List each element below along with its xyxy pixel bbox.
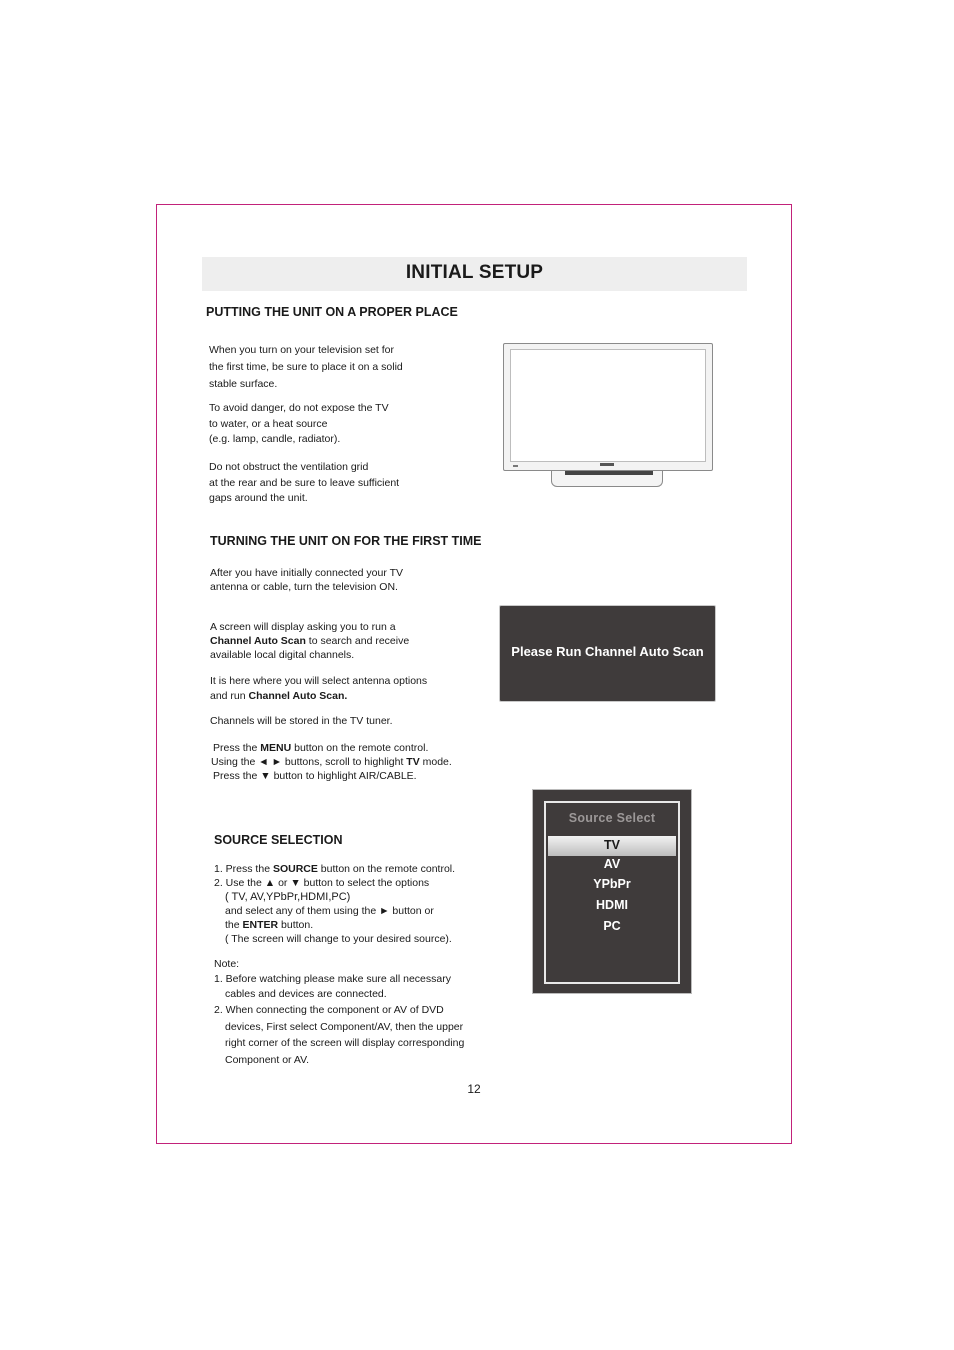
section-heading-placement: PUTTING THE UNIT ON A PROPER PLACE [206,305,458,319]
text-line: To avoid danger, do not expose the TV [209,402,389,414]
text-line: Using the ◄ ► buttons, scroll to highlight [211,756,407,768]
enter-button-term: ENTER [242,919,279,931]
tv-mode-term: TV [406,756,420,768]
channel-auto-scan-term: Channel Auto Scan. [248,690,348,702]
text-line: button on the remote control. [317,863,456,875]
source-option-pc[interactable]: PC [603,919,621,933]
text-line: and select any of them using the ► button or [225,905,434,917]
source-button-term: SOURCE [272,863,318,875]
text-line: ( TV, AV,YPbPr,HDMI,PC) [225,891,351,903]
text-line: gaps around the unit. [209,492,308,504]
placement-paragraph-1 [209,342,403,393]
text-line: available local digital channels. [210,649,355,661]
channel-scan-message: Please Run Channel Auto Scan [511,644,704,659]
text-line: devices, First select Component/AV, then the upper [225,1020,464,1033]
page-title: INITIAL SETUP [405,262,544,283]
source-select-screen [532,789,692,994]
text-line: right corner of the screen will display corresponding [225,1037,465,1049]
source-option-ypbpr[interactable]: YPbPr [593,877,631,891]
text-line: cables and devices are connected. [225,988,387,1000]
section-heading-first-time: TURNING THE UNIT ON FOR THE FIRST TIME [210,534,482,548]
text-line: at the rear and be sure to leave sufficient [209,476,400,489]
text-line: Press the ▼ button to highlight AIR/CABLE. [213,770,417,782]
text-line: 1. Before watching please make sure all necessary [214,973,451,985]
tv-logo [600,463,614,466]
first-time-paragraph-4: Channels will be stored in the TV tuner. [210,715,393,727]
tv-screen [510,349,706,462]
first-time-paragraph-2 [210,620,409,662]
text-line: 2. Use the ▲ or ▼ button to select the options [214,877,430,889]
text-line: 2. When connecting the component or AV of DVD [214,1004,444,1016]
source-option-tv[interactable]: TV [604,838,620,852]
menu-button-term: MENU [260,742,292,754]
text-line: When you turn on your television set for [209,344,395,356]
section-heading-source: SOURCE SELECTION [214,833,343,847]
text-line: Press the [213,742,261,754]
notes [214,957,451,1002]
text-line: stable surface. [209,378,278,390]
text-line: Do not obstruct the ventilation grid [209,461,369,473]
tv-frame [503,343,713,471]
text-line: to water, or a heat source [209,417,328,430]
page-number: 12 [467,1082,481,1096]
source-option-av[interactable]: AV [603,857,621,871]
text-line: It is here where you will select antenna options [210,675,428,687]
tv-power-led [513,465,518,467]
text-line: A screen will display asking you to run a [210,621,396,633]
text-line: mode. [419,756,452,768]
source-steps [214,862,455,946]
source-select-menu [544,801,680,984]
tv-illustration [503,343,715,491]
text-line: and run [210,690,249,702]
text-line: to search and receive [305,635,410,647]
placement-paragraph-3 [209,460,399,507]
text-line: After you have initially connected your TV [210,567,403,579]
first-time-paragraph-3 [210,674,427,704]
text-line: 1. Press the [214,863,273,875]
text-line: the [225,919,243,931]
text-line: Component or AV. [225,1053,310,1066]
text-line: button. [278,919,314,931]
text-line: the first time, be sure to place it on a solid [209,361,403,373]
text-line: antenna or cable, turn the television ON. [210,581,398,593]
source-option-hdmi[interactable]: HDMI [596,898,628,912]
channel-auto-scan-term: Channel Auto Scan [210,635,306,647]
placement-paragraph-2 [209,401,389,448]
source-select-title: Source Select [568,811,656,825]
notes-2 [214,1002,464,1068]
text-line: (e.g. lamp, candle, radiator). [209,433,341,445]
note-label: Note: [214,958,240,970]
tv-speaker-bar [565,471,653,475]
text-line: ( The screen will change to your desired source). [225,933,452,945]
text-line: button on the remote control. [291,742,429,754]
channel-scan-prompt-screen [499,605,716,702]
first-time-paragraph-1 [210,566,403,594]
first-time-paragraph-5 [211,741,452,783]
